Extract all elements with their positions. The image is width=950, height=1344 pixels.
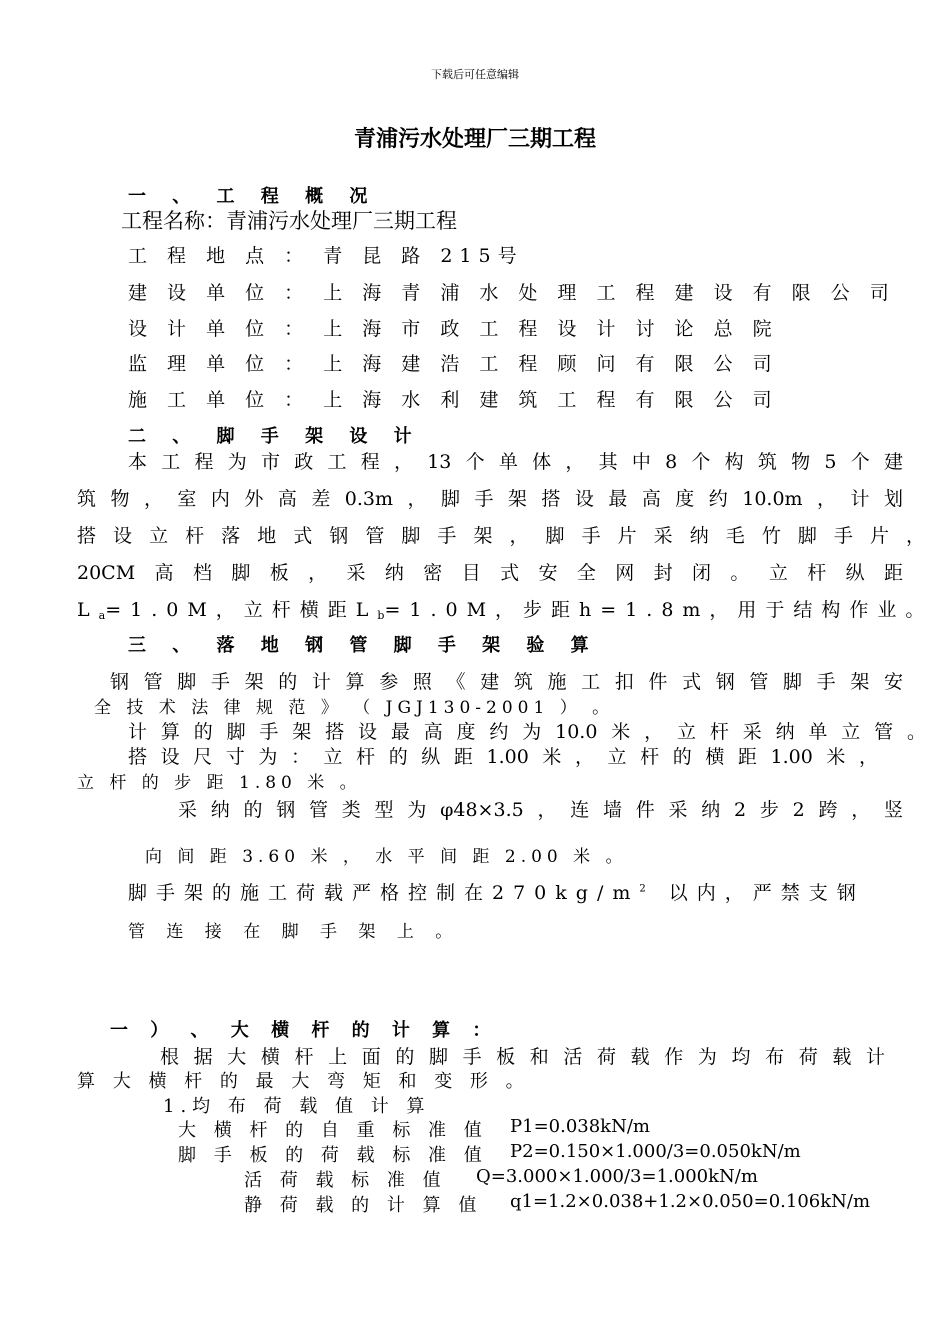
section3-line: 搭设尺寸为：立杆的纵距1.00米，立杆的横距1.00米， xyxy=(128,746,878,768)
section1-heading: 一 、 工 程 概 况 xyxy=(128,186,378,207)
section2-line: 搭设立杆落地式钢管脚手架，脚手片采纳毛竹脚手片， xyxy=(77,525,925,547)
subsection-line: 根据大横杆上面的脚手板和活荷载作为均布荷载计 xyxy=(160,1046,885,1068)
builder-unit: 建 设 单 位 ： 上 海 青 浦 水 处 理 工 程 建 设 有 限 公 司 xyxy=(128,282,896,304)
section3-line: 脚手架的施工荷载严格控制在$270kg/m^2$ 以内，严禁支钢 xyxy=(128,882,865,904)
calc-row-label: 大 横 杆 的 自 重 标 准 值 xyxy=(178,1120,488,1141)
project-name: 工程名称：青浦污水处理厂三期工程 xyxy=(121,209,457,233)
header-note: 下载后可任意编辑 xyxy=(431,68,519,81)
section3-line: 钢管脚手架的计算参照《建筑施工扣件式钢管脚手架安 xyxy=(110,671,903,693)
section2-line: 20CM高档脚板，采纳密目式安全网封闭。立杆纵距 xyxy=(77,562,903,584)
section2-line: 本工程为市政工程，13个单体，其中8个构筑物5个建 xyxy=(128,451,903,473)
project-location: 工 程 地 点 ： 青 昆 路 215号 xyxy=(128,245,524,267)
subsection-heading: 一 ） 、 大 横 杆 的 计 算 ： xyxy=(110,1020,499,1041)
section3-line: 全 技 术 法 律 规 范 》 （ JGJ130-2001 ） 。 xyxy=(94,698,615,718)
document-title: 青浦污水处理厂三期工程 xyxy=(353,127,596,152)
section3-line: 管 连 接 在 脚 手 架 上 。 xyxy=(128,922,461,942)
supervisor-unit: 监 理 单 位 ： 上 海 建 浩 工 程 顾 问 有 限 公 司 xyxy=(128,353,779,375)
designer-unit: 设 计 单 位 ： 上 海 市 政 工 程 设 计 讨 论 总 院 xyxy=(128,318,779,340)
section2-line: 筑物，室内外高差0.3m，脚手架搭设最高度约10.0m，计划 xyxy=(77,488,903,510)
calc-row-formula: q1=1.2×0.038+1.2×0.050=0.106kN/m xyxy=(510,1191,871,1212)
section3-heading: 三 、 落 地 钢 管 脚 手 架 验 算 xyxy=(128,635,599,656)
subsection-line: 算 大 横 杆 的 最 大 弯 矩 和 变 形 。 xyxy=(77,1071,530,1092)
section3-line: 向 间 距 3.60 米 ， 水 平 间 距 2.00 米 。 xyxy=(145,847,628,867)
section3-line: 立 杆 的 步 距 1.80 米 。 xyxy=(77,773,362,793)
section2-line: $L_a=1.0M$，立杆横距$L_b=1.0M$，步距h=1.8m，用于结构作业。 xyxy=(77,599,934,622)
calc-row-formula: P2=0.150×1.000/3=0.050kN/m xyxy=(510,1141,801,1162)
calc-row-label: 活 荷 载 标 准 值 xyxy=(244,1170,447,1191)
section3-line: 采纳的钢管类型为φ48×3.5，连墙件采纳2步2跨，竖 xyxy=(178,799,903,821)
calc-row-label: 脚 手 板 的 荷 载 标 准 值 xyxy=(178,1145,488,1166)
section2-heading: 二 、 脚 手 架 设 计 xyxy=(128,426,422,447)
calc-row-formula: Q=3.000×1.000/3=1.000kN/m xyxy=(476,1166,758,1187)
calc-row-label: 静 荷 载 的 计 算 值 xyxy=(244,1195,483,1216)
section3-line: 计算的脚手架搭设最高度约为10.0米，立杆采纳单立管。 xyxy=(128,721,926,743)
calc-row-formula: P1=0.038kN/m xyxy=(510,1116,650,1137)
load-calc-title: 1.均 布 荷 载 值 计 算 xyxy=(163,1096,431,1117)
constructor-unit: 施 工 单 位 ： 上 海 水 利 建 筑 工 程 有 限 公 司 xyxy=(128,389,779,411)
